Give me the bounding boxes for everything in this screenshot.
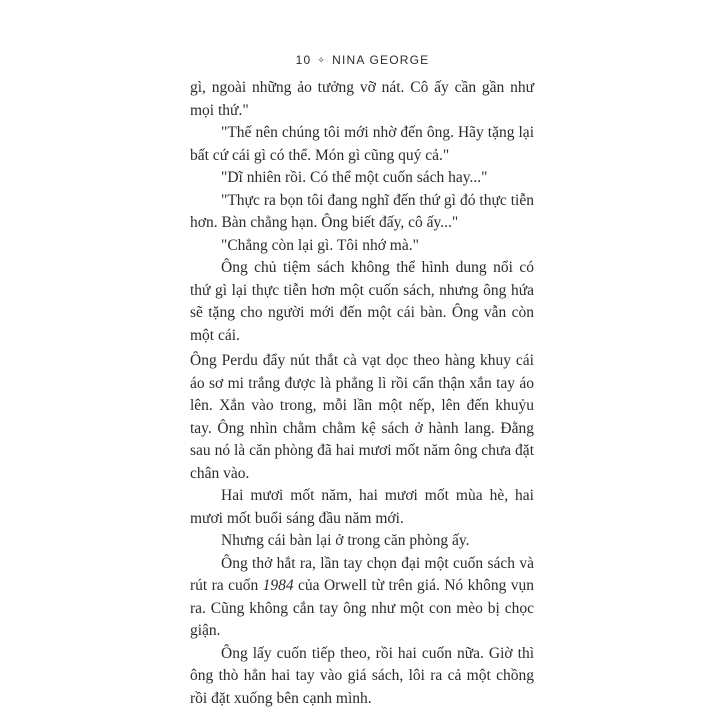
running-head: [0, 53, 725, 67]
paragraph: "Chẳng còn lại gì. Tôi nhớ mà.": [221, 236, 419, 254]
text-run: Ông thở hắt ra, lần tay chọn đại một cuốn sách và rút ra cuốn: [190, 554, 534, 594]
paragraph: gì, ngoài những ảo tưởng vỡ nát. Cô ấy cần gần như mọi thứ.": [190, 79, 534, 119]
text-block-dialogue: [190, 77, 534, 347]
paragraph: "Thực ra bọn tôi đang nghĩ đến thứ gì đó thực tiễn hơn. Bàn chẳng hạn. Ông biết đấy, cô ấy...": [190, 191, 534, 231]
paragraph: Ông lấy cuốn tiếp theo, rồi hai cuốn nữa. Giờ thì ông thò hẳn hai tay vào giá sách, lôi ra cả một chồng rồi đặt xuống bên cạnh mình.: [190, 644, 534, 707]
text-run: của Orwell từ trên giá. Nó không vụn ra. Cũng không cắn tay ông như một con mèo bị chọc giận.: [190, 577, 534, 639]
ornament-separator: ✧: [317, 55, 327, 65]
section-opening-paragraph: Ông Perdu đẩy nút thắt cà vạt dọc theo hàng khuy cái áo sơ mi trắng được là phẳng lì rồi cẩn thận xắn tay áo lên. Xắn vào trong, mỗi lần một nếp, lên đến khuỷu tay. Ông nhìn chằm chằm kệ sách ở hành lang. Đằng sau nó là căn phòng đã hai mươi mốt năm ông chưa đặt chân vào.: [190, 352, 534, 482]
paragraph: Hai mươi mốt năm, hai mươi mốt mùa hè, hai mươi mốt buổi sáng đầu năm mới.: [190, 487, 534, 527]
paragraph: Nhưng cái bàn lại ở trong căn phòng ấy.: [221, 532, 470, 549]
paragraph: [190, 553, 534, 643]
paragraph: "Dĩ nhiên rồi. Có thể một cuốn sách hay...": [221, 169, 488, 186]
author-name: NINA GEORGE: [332, 53, 430, 67]
book-title-italic: 1984: [262, 577, 294, 594]
paragraph: "Thế nên chúng tôi mới nhờ đến ông. Hãy tặng lại bất cứ cái gì có thể. Món gì cũng quý cả.": [190, 124, 534, 164]
page-number: 10: [295, 53, 312, 67]
paragraph: Ông chủ tiệm sách không thể hình dung nổi có thứ gì lại thực tiễn hơn một cuốn sách, nhưng ông hứa sẽ tặng cho người mới đến một cái bàn. Ông vẫn còn một cái.: [190, 259, 534, 344]
text-block-section: [190, 350, 534, 710]
